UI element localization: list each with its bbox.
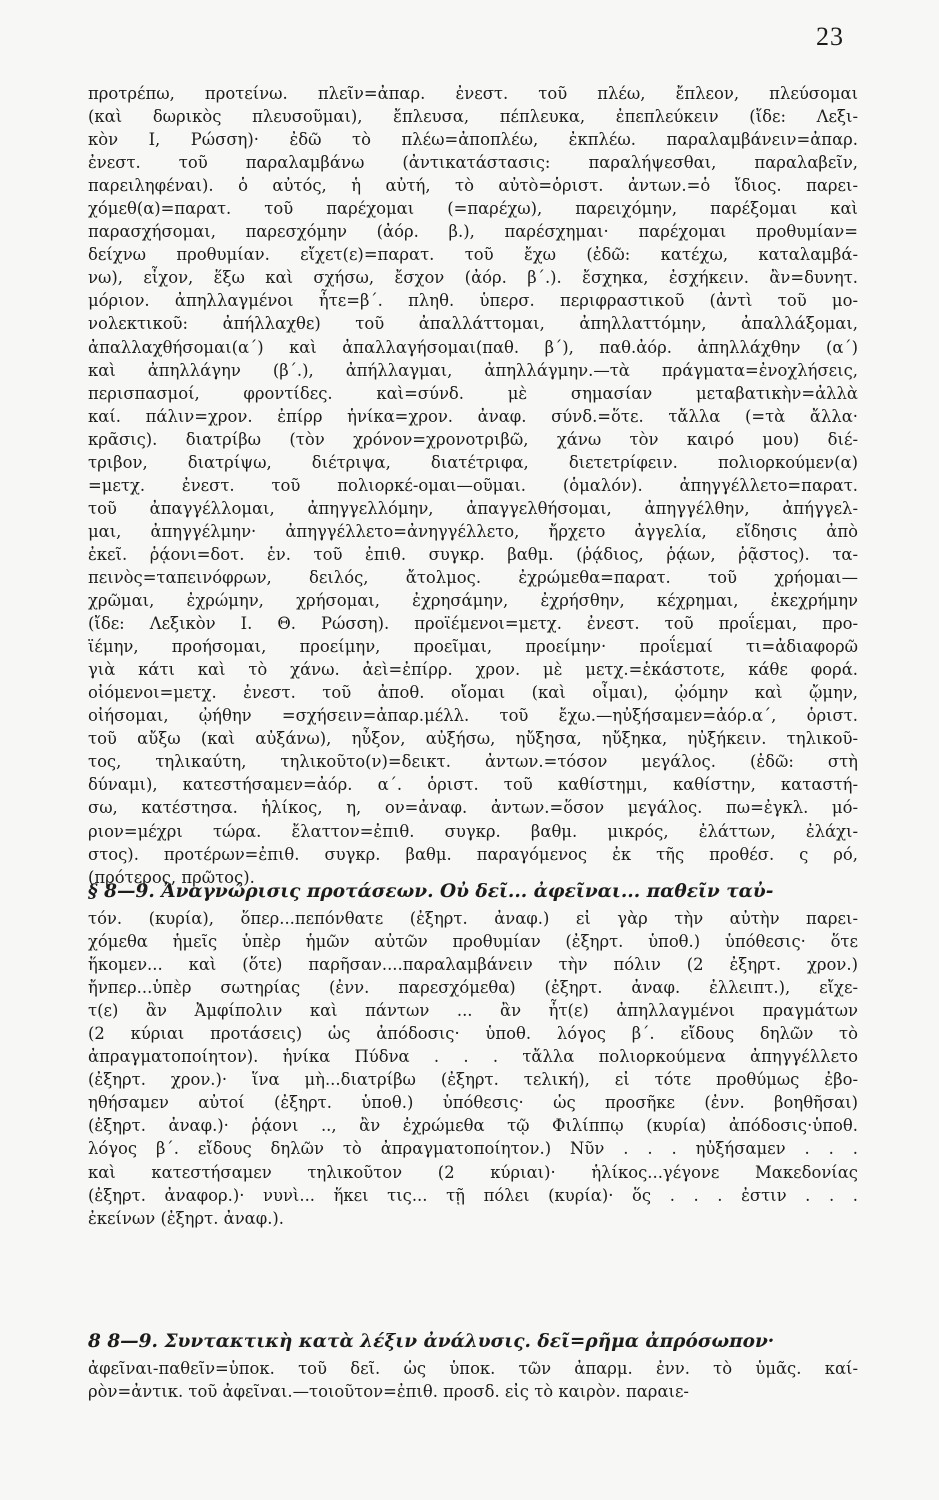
text-line: (καὶ δωρικὸς πλευσοῦμαι), ἔπλευσα, πέπλευκα, ἐπεπλεύκειν (ἴδε: Λεξι- [88,107,858,127]
section-heading: § 8—9. Ἀναγνώρισις προτάσεων. Οὐ δεῖ... ἀφεῖναι... παθεῖν ταὐ- [88,881,774,902]
text-line: (ἐξηρτ. ἀναφορ.)· νυνὶ... ἥκει τις... τῇ πόλει (κυρία)· ὅς . . . ἐστιν . . . [88,1185,858,1205]
text-line: ἐκεῖ. ῥᾴονι=δοτ. ἑν. τοῦ ἐπιθ. συγκρ. βαθμ. (ῥᾴδιος, ῥᾴων, ῥᾷστος). τα- [88,544,858,564]
text-line: (πρότερος, πρῶτος). [88,867,255,887]
text-line: ἥκομεν... καὶ (ὅτε) παρῆσαν....παραλαμβάνειν τὴν πόλιν (2 ἐξηρτ. χρον.) [88,955,858,975]
text-line: νω), εἶχον, ἕξω καὶ σχήσω, ἔσχον (ἀόρ. β΄.). ἔσχηκα, ἐσχήκειν. ἂν=δυνητ. [88,268,858,288]
text-line: δείχνω προθυμίαν. εἴχετ(ε)=παρατ. τοῦ ἔχω (ἐδῶ: κατέχω, καταλαμβά- [88,245,858,265]
text-line: παρασχήσομαι, παρεσχόμην (ἀόρ. β.), παρέσχημαι· παρέχομαι προθυμίαν= [88,222,858,242]
text-line: νολεκτικοῦ: ἀπήλλαχθε) τοῦ ἀπαλλάττομαι, ἀπηλλαττόμην, ἀπαλλάξομαι, [88,314,858,334]
text-line: λόγος β΄. εἴδους δηλῶν τὸ ἀπραγματοποίητον.) Νῦν . . . ηὐξήσαμεν . . . [88,1139,858,1159]
text-line: τοῦ αὔξω (καὶ αὐξάνω), ηὖξον, αὐξήσω, ηὔξησα, ηὔξηκα, ηὐξήκειν. τηλικοῦ- [88,729,858,749]
text-line: ἀπραγματοποίητον). ἡνίκα Πύδνα . . . τἄλλα πολιορκούμενα ἀπηγγέλλετο [88,1047,858,1067]
text-line: ἤνπερ...ὑπὲρ σωτηρίας (ἐνν. παρεσχόμεθα) (ἐξηρτ. ἀναφ. ἐλλειπτ.), εἴχε- [88,978,858,998]
text-line: =μετχ. ἐνεστ. τοῦ πολιορκέ-ομαι—οῦμαι. (ὁμαλόν). ἀπηγγέλλετο=παρατ. [88,475,858,495]
text-line: χρῶμαι, ἐχρώμην, χρήσομαι, ἐχρησάμην, ἐχρήσθην, κέχρημαι, ἐκεχρήμην [88,591,858,611]
text-line: ἀφεῖναι-παθεῖν=ὑποκ. τοῦ δεῖ. ὡς ὑποκ. τῶν ἀπαρμ. ἐνν. τὸ ὑμᾶς. καί- [88,1359,858,1378]
text-line: (ἴδε: Λεξικὸν Ι. Θ. Ρώσση). προϊέμενοι=μετχ. ἐνεστ. τοῦ προΐεμαι, προ- [88,614,858,634]
text-line: (ἐξηρτ. χρον.)· ἵνα μὴ...διατρίβω (ἐξηρτ. τελική), εἰ τότε προθύμως ἐβο- [88,1070,858,1090]
section-heading: 8 8—9. Συντακτικὴ κατὰ λέξιν ἀνάλυσις. δεῖ=ρῆμα ἀπρόσωπον· [88,1331,775,1352]
text-line: ρὸν=ἀντικ. τοῦ ἀφεῖναι.—τοιοῦτον=ἐπιθ. προσδ. εἰς τὸ καιρὸν. παραιε- [88,1382,689,1402]
text-line: γιὰ κάτι καὶ τὸ χάνω. ἀεὶ=ἐπίρρ. χρον. μὲ μετχ.=ἑκάστοτε, κάθε φορά. [88,660,858,680]
text-line: μόριον. ἀπηλλαγμένοι ἦτε=β΄. πληθ. ὑπερσ. περιφραστικοῦ (ἀντὶ τοῦ μο- [88,291,858,311]
text-line: δύναμι), κατεστήσαμεν=ἀόρ. α΄. ὁριστ. τοῦ καθίστημι, καθίστην, καταστή- [88,775,858,795]
text-line: τοῦ ἀπαγγέλλομαι, ἀπηγγελλόμην, ἀπαγγελθήσομαι, ἀπηγγέλθην, ἀπήγγελ- [88,498,858,518]
text-line: παρειληφέναι). ὁ αὐτός, ἡ αὐτή, τὸ αὐτὸ=ὁριστ. ἀντων.=ὁ ἴδιος. παρει- [88,176,858,196]
section-syntactic-analysis [88,1327,858,1403]
text-line: περισπασμοί, φροντίδες. καὶ=σύνδ. μὲ σημασίαν μεταβατικὴν=ἀλλὰ [88,383,858,403]
text-line: κὸν Ι, Ρώσση)· ἐδῶ τὸ πλέω=ἀποπλέω, ἐκπλέω. παραλαμβάνειν=ἀπαρ. [88,130,858,150]
text-line: ϊέμην, προήσομαι, προείμην, προεῖμαι, προείμην· προΐεμαί τι=ἀδιαφορῶ [88,637,858,657]
text-line: τόν. (κυρία), ὅπερ...πεπόνθατε (ἐξηρτ. ἀναφ.) εἰ γὰρ τὴν αὐτὴν παρει- [88,909,858,928]
text-line: τος, τηλικαύτη, τηλικοῦτο(ν)=δεικτ. ἀντων.=τόσον μεγάλος. (ἐδῶ: στὴ [88,752,858,772]
text-line: τριβον, διατρίψω, διέτριψα, διατέτριφα, διετετρίφειν. πολιορκούμεν(α) [88,452,858,472]
text-line: (2 κύριαι προτάσεις) ὡς ἀπόδοσις· ὑποθ. λόγος β΄. εἴδους δηλῶν τὸ [88,1024,858,1044]
text-line: μαι, ἀπηγγέλμην· ἀπηγγέλλετο=ἀνηγγέλλετο, ἤρχετο ἀγγελία, εἴδησις ἀπὸ [88,521,858,541]
text-line: ἐνεστ. τοῦ παραλαμβάνω (ἀντικατάστασις: παραλήψεσθαι, παραλαβεῖν, [88,153,858,173]
text-line: σω, κατέστησα. ἡλίκος, η, ον=ἀναφ. ἀντων.=ὅσον μεγάλος. πω=ἐγκλ. μό- [88,798,858,818]
section-8-9-clause-identification [88,877,858,1230]
text-line: ριον=μέχρι τώρα. ἔλαττον=ἐπιθ. συγκρ. βαθμ. μικρός, ἐλάττων, ἐλάχι- [88,821,858,841]
vocabulary-notes [88,82,858,889]
text-line: καὶ κατεστήσαμεν τηλικοῦτον (2 κύριαι)· ἡλίκος...γέγονε Μακεδονίας [88,1162,858,1182]
text-line: ἐκείνων (ἐξηρτ. ἀναφ.). [88,1208,285,1228]
text-line: (ἐξηρτ. ἀναφ.)· ῥᾴονι .., ἂν ἐχρώμεθα τῷ Φιλίππῳ (κυρία) ἀπόδοσις·ὑποθ. [88,1116,858,1136]
text-line: ἀπαλλαχθήσομαι(α΄) καὶ ἀπαλλαγήσομαι(παθ. β΄), παθ.ἀόρ. ἀπηλλάχθην (α΄) [88,337,858,357]
text-line: ηθήσαμεν αὐτοί (ἐξηρτ. ὑποθ.) ὑπόθεσις· ὡς προσῆκε (ἐνν. βοηθῆσαι) [88,1093,858,1113]
text-line: προτρέπω, προτείνω. πλεῖν=ἀπαρ. ἐνεστ. τοῦ πλέω, ἔπλεον, πλεύσομαι [88,84,858,103]
text-line: πεινὸς=ταπεινόφρων, δειλός, ἄτολμος. ἐχρώμεθα=παρατ. τοῦ χρήομαι— [88,567,858,587]
text-line: κρᾶσις). διατρίβω (τὸν χρόνον=χρονοτριβῶ, χάνω τὸν καιρό μου) διέ- [88,429,858,449]
page-number: 23 [816,22,844,51]
text-line: οἰήσομαι, ᾠήθην =σχήσειν=ἀπαρ.μέλλ. τοῦ ἔχω.—ηὐξήσαμεν=ἀόρ.α΄, ὁριστ. [88,706,858,726]
text-line: οἰόμενοι=μετχ. ἐνεστ. τοῦ ἀποθ. οἴομαι (καὶ οἶμαι), ᾠόμην καὶ ᾤμην, [88,683,858,703]
text-line: τ(ε) ἂν Ἀμφίπολιν καὶ πάντων ... ἂν ἦτ(ε) ἀπηλλαγμένοι πραγμάτων [88,1001,858,1021]
text-line: χόμεθα ἡμεῖς ὑπὲρ ἡμῶν αὐτῶν προθυμίαν (ἐξηρτ. ὑποθ.) ὑπόθεσις· ὅτε [88,932,858,952]
text-line: καὶ ἀπηλλάγην (β΄.), ἀπήλλαγμαι, ἀπηλλάγμην.—τὰ πράγματα=ἐνοχλήσεις, [88,360,858,380]
text-line: χόμεθ(α)=παρατ. τοῦ παρέχομαι (=παρέχω), παρειχόμην, παρέξομαι καὶ [88,199,858,219]
text-line: καί. πάλιν=χρον. ἐπίρρ ἡνίκα=χρον. ἀναφ. σύνδ.=ὅτε. τἄλλα (=τὰ ἄλλα· [88,406,858,426]
text-line: στος). προτέρων=ἐπιθ. συγκρ. βαθμ. παραγόμενος ἐκ τῆς προθέσ. ς ρό, [88,844,858,864]
